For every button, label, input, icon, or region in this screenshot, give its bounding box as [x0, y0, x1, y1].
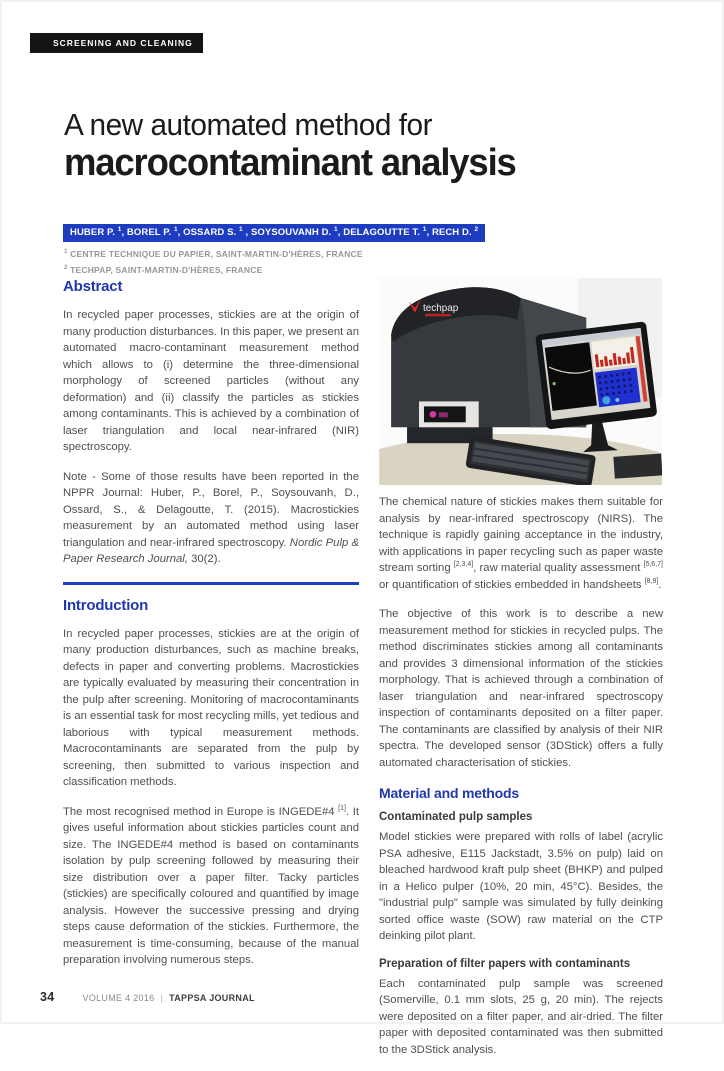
- citation-ref: [5,6,7]: [643, 561, 663, 569]
- section-divider-rule: [63, 582, 359, 585]
- affiliation-text: CENTRE TECHNIQUE DU PAPIER, SAINT-MARTIN-D'HÈRES, FRANCE: [67, 249, 363, 259]
- filter-paper-paragraph: Each contaminated pulp sample was screened (Somerville, 0.1 mm slots, 25 g, 20 min). The rejects were deposited on a filter paper, and air-dried. The filter paper with deposited contaminated was then submitted to the 3DStick analysis.: [379, 977, 663, 1056]
- page-footer: [40, 990, 255, 1004]
- nirs-paragraph: [379, 494, 663, 593]
- right-column: [379, 278, 663, 1071]
- note-paragraph: [63, 469, 359, 568]
- citation-ref: [8,9]: [644, 577, 659, 585]
- author-affil-ref: 1: [173, 225, 178, 233]
- figure-3dstick-sensor: [379, 278, 662, 485]
- authors-bar: [63, 224, 485, 242]
- introduction-heading: Introduction: [63, 596, 149, 614]
- affiliation-sup: 2: [64, 265, 68, 272]
- laser-profile-panel: [545, 342, 597, 411]
- device-label: techpap: [422, 302, 459, 314]
- author-name: , SOYSOUVANH D.: [242, 227, 335, 238]
- introduction-paragraph-2: [63, 804, 359, 969]
- contaminated-pulp-subheading: Contaminated pulp samples: [379, 811, 533, 823]
- author-affil-ref: 1: [239, 225, 243, 233]
- author-name: , BOREL P.: [121, 227, 174, 238]
- material-methods-heading: Material and methods: [379, 785, 519, 801]
- abstract-heading: Abstract: [63, 278, 123, 295]
- author-affil-ref: 1: [117, 225, 122, 233]
- paragraph-text: The chemical nature of stickies makes them suitable for analysis by near-infrared spectroscopy (NIRS). The technique is rapidly gaining acceptance in the industry, with applications in paper recycling such as paper waste stream sorting: [379, 496, 663, 574]
- note-text: 30(2).: [187, 553, 221, 565]
- footer-separator: |: [160, 993, 164, 1003]
- paragraph-text: . It gives useful information about stickies particles count and size. The INGEDE#4 method is based on contaminants isolation by pulp screening followed by measuring their size distribution over a paper filter. Tacky particles (stickies) are specifically coloured and quantified by image analysis. However the successive pressing and drying steps cause deformation of the stickies. Furthermore, the measurement is time-consuming, because of the manual preparation involving numerous steps.: [63, 805, 359, 966]
- author-affil-ref: 1: [334, 225, 338, 233]
- filter-paper-subheading: Preparation of filter papers with contaminants: [379, 957, 631, 970]
- introduction-paragraph-1: In recycled paper processes, stickies are at the origin of many production disturbances, such as machine breaks, defects in paper and converting problems. Macrostickies are typically evaluated by measuring their concentration in the pulp after screening. Monitoring of macrocontaminants is an essential task for most recycling mills, yet tedious and laborious with typical measurement methods. Macrocontaminants are separated from the pulp by screening, then submitted to various inspection and classification methods.: [63, 627, 359, 788]
- author-name: , RECH D.: [426, 227, 475, 238]
- author-name: HUBER P.: [70, 227, 118, 238]
- footer-volume: VOLUME 4 2016: [82, 993, 155, 1003]
- paragraph-text: The most recognised method in Europe is INGEDE#4: [63, 805, 339, 818]
- affiliation-text: TECHPAP, SAINT-MARTIN-D'HÈRES, FRANCE: [67, 265, 263, 275]
- article-title-line2: macrocontaminant analysis: [64, 142, 516, 184]
- author-affil-ref: 1: [422, 225, 427, 233]
- article-title-line1: A new automated method for: [64, 107, 433, 142]
- affiliation-line: [64, 246, 363, 262]
- paragraph-text: , raw material quality assessment: [473, 562, 644, 574]
- paragraph-text: or quantification of stickies embedded in handsheets: [379, 578, 645, 591]
- objective-paragraph: The objective of this work is to describe a new measurement method for stickies in recycled pulps. The method discriminates stickies among all contaminants and provides 3 dimensional information of the stickies morphology. That is achieved through a combination of laser triangulation and near-infrared spectroscopy inspection of contaminants deposited on a filter paper. The contaminants are classified by analysis of their NIR spectra. The developed sensor (3DStick) offers a fully automated characterisation of stickies.: [379, 608, 663, 769]
- article-title: [64, 108, 516, 184]
- note-journal-italic: Nordic Pulp & Paper Research Journal,: [63, 536, 359, 565]
- affiliation-line: [64, 262, 363, 278]
- paragraph-text: .: [658, 578, 662, 591]
- contaminated-pulp-paragraph: Model stickies were prepared with rolls of label (acrylic PSA adhesive, E115 Jackstadt, 3.5% on pulp) laid on bleached hardwood kraft pulp sheet (BHKP) and pulped in a Helico pulper (10%, 20 min, 45°C). Besides, the "industrial pulp" sample was simulated by fully deinking sorted office waste (SOW) raw material on the CTP deinking pilot plant.: [379, 831, 663, 942]
- monitor: [535, 321, 657, 429]
- page-number: 34: [40, 990, 55, 1004]
- affiliation-sup: 1: [64, 249, 68, 256]
- footer-journal-name: TAPPSA JOURNAL: [169, 993, 255, 1003]
- abstract-paragraph: In recycled paper processes, stickies are at the origin of many production disturbances. In this paper, we present an automated macro-contaminant measurement method which allows to (i) determine the three-dimensional morphology of screened particles (without any deformation) and (ii) classify the particles as stickies among contaminants. This is achieved by a combination of laser triangulation and local near-infrared (NIR) spectroscopy.: [63, 309, 359, 453]
- citation-ref: [2,3,4]: [453, 561, 474, 569]
- left-column: [63, 278, 359, 982]
- second-keyboard: [613, 454, 662, 479]
- sample-item: [430, 411, 437, 418]
- citation-ref: [1]: [338, 804, 346, 812]
- author-affil-ref: 2: [474, 225, 479, 233]
- author-name: , OSSARD S.: [177, 227, 240, 238]
- author-name: , DELAGOUTTE T.: [337, 227, 423, 238]
- affiliations: [64, 246, 363, 278]
- category-banner: SCREENING AND CLEANING: [30, 33, 203, 53]
- note-text: Note - Some of those results have been reported in the NPPR Journal: Huber, P., Borel, P., Soysouvanh, D., Ossard, S., & Delagoutte, T. (2015). Macrostickies measurement by an automated method using laser triangulation and near-infrared spectroscopy.: [63, 470, 359, 549]
- device-photo: [379, 278, 662, 485]
